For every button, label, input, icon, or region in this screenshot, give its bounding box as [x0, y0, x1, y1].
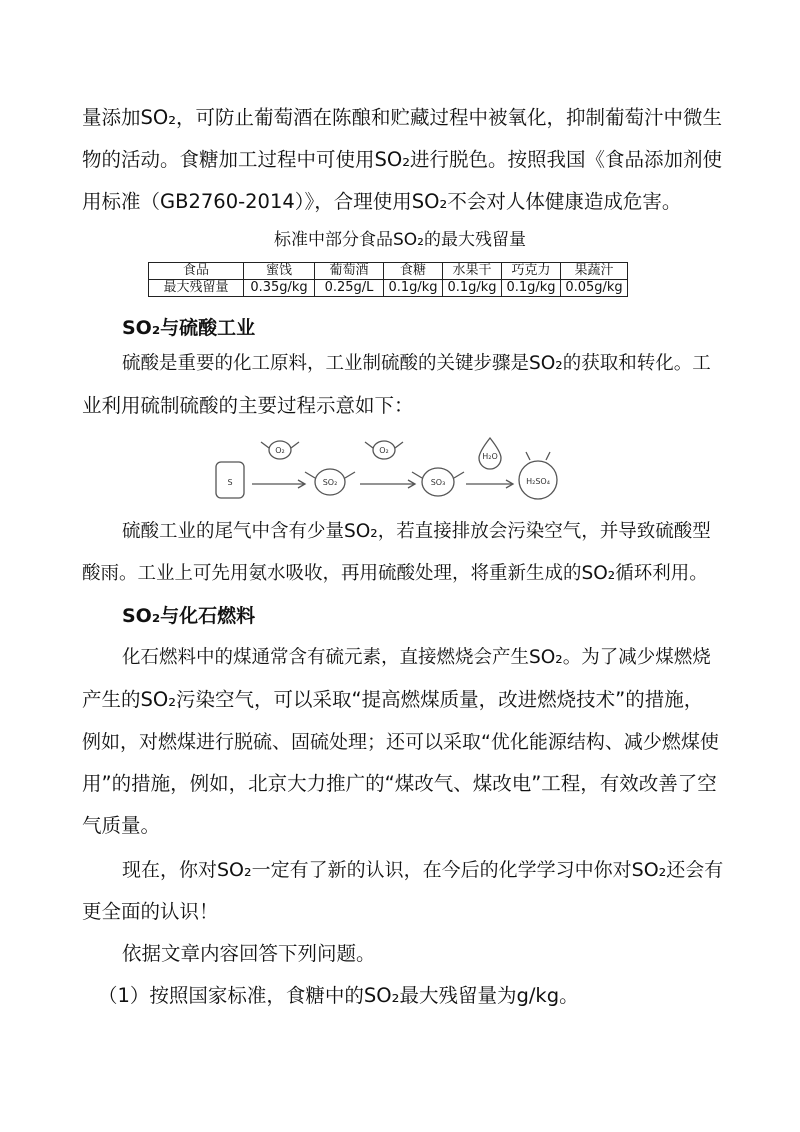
diagram-label: SO₂: [322, 478, 338, 487]
table-cell: 最大残留量: [149, 280, 244, 297]
instruction-text: 依据文章内容回答下列问题。: [122, 942, 376, 965]
paragraph-line: 酸雨。工业上可先用氨水吸收，再用硫酸处理，将重新生成的SO₂循环利用。: [82, 563, 708, 584]
sulfuric-acid-process-diagram: [208, 432, 568, 508]
table-cell: 0.1g/kg: [502, 280, 561, 297]
diagram-label: H₂SO₄: [526, 477, 550, 486]
paragraph-line: 例如，对燃煤进行脱硫、固硫处理；还可以采取“优化能源结构、减少燃煤使: [82, 731, 719, 753]
table-header-cell: 巧克力: [502, 263, 561, 280]
diagram-label: SO₃: [430, 478, 446, 487]
table-header-cell: 食品: [149, 263, 244, 280]
paragraph-line: 硫酸工业的尾气中含有少量SO₂，若直接排放会污染空气，并导致硫酸型: [122, 521, 711, 542]
section-heading: SO₂与化石燃料: [122, 605, 256, 627]
diagram-label: S: [227, 478, 233, 487]
diagram-label: H₂O: [482, 452, 498, 461]
paragraph-line: 用标准（GB2760-2014）》，合理使用SO₂不会对人体健康造成危害。: [82, 190, 682, 213]
table-cell: 0.35g/kg: [244, 280, 315, 297]
paragraph-line: 产生的SO₂污染空气，可以采取“提高燃煤质量，改进燃烧技术”的措施，: [82, 688, 704, 711]
table-header-row: [149, 263, 628, 280]
so2-residue-table: [148, 262, 628, 297]
paragraph-line: 气质量。: [82, 814, 161, 837]
paragraph-line: 用”的措施，例如，北京大力推广的“煤改气、煤改电”工程，有效改善了空: [82, 772, 717, 795]
diagram-label: O₂: [275, 446, 285, 455]
table-header-cell: 葡萄酒: [315, 263, 384, 280]
paragraph-line: 硫酸是重要的化工原料，工业制硫酸的关键步骤是SO₂的获取和转化。工: [122, 353, 711, 374]
table-cell: 0.25g/L: [315, 280, 384, 297]
table-cell: 0.1g/kg: [384, 280, 443, 297]
table-row: [149, 280, 628, 297]
paragraph-line: 物的活动。食糖加工过程中可使用SO₂进行脱色。按照我国《食品添加剂使: [82, 148, 723, 171]
paragraph-line: 化石燃料中的煤通常含有硫元素，直接燃烧会产生SO₂。为了减少煤燃烧: [122, 647, 711, 668]
paragraph-line: 量添加SO₂，可防止葡萄酒在陈酿和贮藏过程中被氧化，抑制葡萄汁中微生: [82, 106, 723, 129]
diagram-label: O₂: [379, 446, 389, 455]
table-cell: 0.05g/kg: [561, 280, 628, 297]
paragraph-line: 更全面的认识！: [82, 900, 219, 923]
table-caption: 标准中部分食品SO₂的最大残留量: [274, 230, 526, 250]
paragraph-line: 业利用硫制硫酸的主要过程示意如下：: [82, 394, 414, 417]
table-header-cell: 果蔬汁: [561, 263, 628, 280]
table-header-cell: 蜜饯: [244, 263, 315, 280]
question-1: （1）按照国家标准，食糖中的SO₂最大残留量为g/kg。: [98, 984, 579, 1007]
table-cell: 0.1g/kg: [443, 280, 502, 297]
table-header-cell: 水果干: [443, 263, 502, 280]
table-header-cell: 食糖: [384, 263, 443, 280]
paragraph-line: 现在，你对SO₂一定有了新的认识，在今后的化学学习中你对SO₂还会有: [122, 859, 724, 881]
section-heading: SO₂与硫酸工业: [122, 317, 256, 339]
